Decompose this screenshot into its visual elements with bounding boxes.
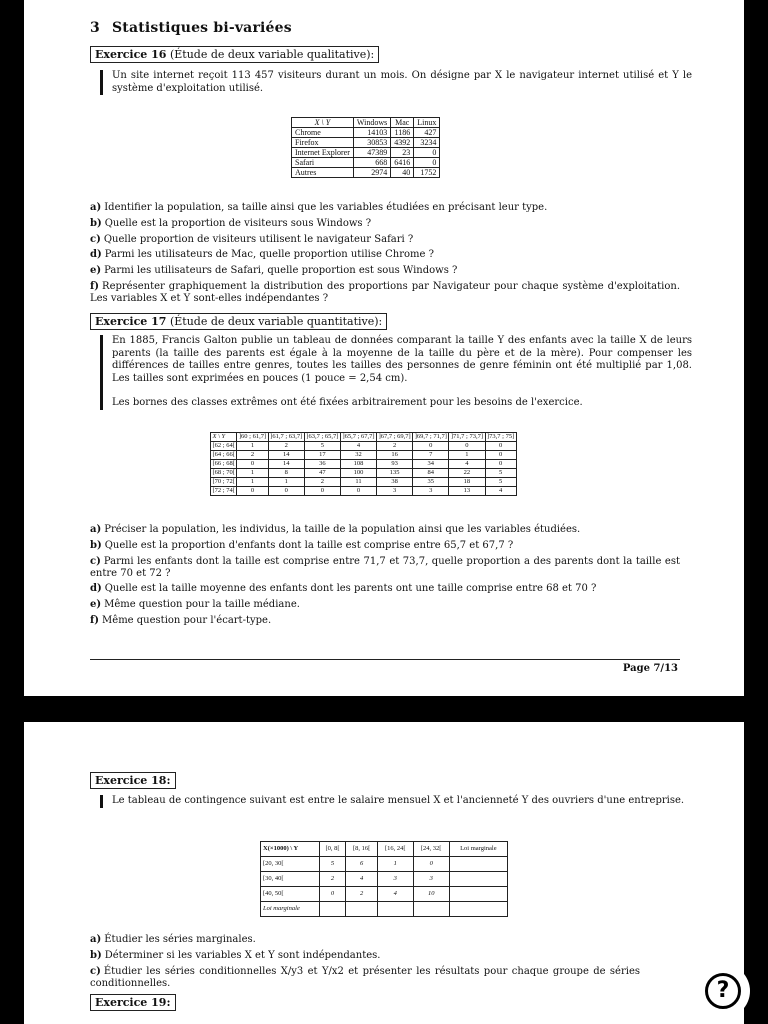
table-cell: ]73,7 ; 75]: [487, 433, 515, 440]
question-b: b) Quelle est la proportion de visiteurs sous Windows ?: [90, 217, 372, 229]
table-cell: [16, 24[: [377, 842, 413, 857]
table-cell: 10: [413, 887, 449, 902]
table-cell: X \ Y: [211, 433, 237, 442]
exercise-16-table: [291, 117, 440, 178]
table-cell: 17: [304, 451, 340, 460]
table-cell: 47: [304, 469, 340, 478]
table-cell: 5: [319, 857, 346, 872]
table-cell: 14103: [353, 128, 390, 138]
table-cell: 100: [340, 469, 376, 478]
table-cell: 0: [414, 148, 440, 158]
table-cell: 0: [237, 460, 268, 469]
table-cell: 18: [449, 478, 485, 487]
table-cell: 4: [377, 887, 413, 902]
question-e: e) Même question pour la taille médiane.: [90, 599, 300, 611]
table-row: [292, 128, 440, 138]
table-row: [261, 872, 508, 887]
table-cell: Chrome: [292, 128, 354, 138]
table-cell: 8: [268, 469, 304, 478]
table-cell: [68 ; 70[: [212, 469, 235, 476]
page-number: Page 7/13: [622, 663, 678, 674]
table-cell: 36: [304, 460, 340, 469]
table-cell: 4392: [391, 138, 414, 148]
table-cell: [64 ; 66[: [212, 451, 235, 458]
table-cell: 2: [268, 442, 304, 451]
table-row: [211, 460, 517, 469]
table-cell: 0: [319, 887, 346, 902]
table-cell: Safari: [292, 158, 354, 168]
exercise-17-header: Exercice 17 (Étude de deux variable quantitative):: [90, 313, 387, 330]
question-b: b) Déterminer si les variables X et Y sont indépendantes.: [90, 949, 381, 961]
question-c: c) Étudier les séries conditionnelles X/y3 et Y/x2 et présenter les résultats pour chaque groupe de séries conditionnelles.: [90, 965, 640, 989]
question-c: c) Parmi les enfants dont la taille est comprise entre 71,7 et 73,7, quelle proportion a des parents dont la taille est entre 70 et 72 ?: [90, 555, 680, 579]
exercise-16-header: Exercice 16 (Étude de deux variable qualitative):: [90, 46, 379, 63]
table-cell: Autres: [292, 168, 354, 178]
table-cell: 7: [413, 451, 449, 460]
table-cell: 0: [485, 442, 516, 451]
table-cell: 1186: [391, 128, 414, 138]
table-cell: [319, 902, 346, 917]
table-cell: [449, 857, 507, 872]
table-cell: 0: [304, 487, 340, 496]
table-cell: 1: [268, 478, 304, 487]
exercise-17-table: [210, 432, 517, 496]
question-f: f) Représenter graphiquement la distribution des proportions par Navigateur pour chaque système d'exploitation. Les variables X et Y sont-elles indépendantes ?: [90, 280, 680, 304]
footer-divider: [90, 659, 680, 660]
table-cell: X \ Y: [292, 118, 354, 128]
table-cell: Linux: [414, 118, 440, 128]
table-cell: 3234: [414, 138, 440, 148]
question-a: a) Préciser la population, les individus, la taille de la population ainsi que les variables étudiées.: [90, 524, 581, 535]
table-row: [211, 478, 517, 487]
exercise-19-header: Exercice 19:: [90, 994, 176, 1011]
table-cell: ]61,7 ; 63,7]: [270, 433, 303, 440]
table-cell: ]63,7 ; 65,7]: [306, 433, 339, 440]
question-a: a) Étudier les séries marginales.: [90, 934, 256, 945]
table-cell: 6: [346, 857, 377, 872]
exercise-17-intro: En 1885, Francis Galton publie un tableau de données comparant la taille Y des enfants avec la taille X de leurs parents (la taille des parents est égale à la moyenne de la taille du père et de la mère). Pour compenser les différences de tailles entre genres, toutes les tailles des personnes de genre féminin ont été multiplié par 1,08. Les tailles sont exprimées en pouces (1 pouce = 2,54 cm). Les bornes des classes extrêmes ont été fixées arbitrairement pour les besoins de l'exercice.: [100, 335, 692, 410]
table-cell: X(×1000) \ Y: [261, 842, 320, 857]
table-row: [211, 451, 517, 460]
table-cell: [449, 887, 507, 902]
table-cell: Mac: [391, 118, 414, 128]
table-row: [292, 138, 440, 148]
table-cell: 3: [413, 487, 449, 496]
table-cell: Firefox: [292, 138, 354, 148]
table-cell: ]60 ; 61,7]: [238, 433, 267, 440]
table-cell: [8, 16[: [346, 842, 377, 857]
table-cell: 4: [485, 487, 516, 496]
table-cell: 34: [413, 460, 449, 469]
table-cell: 135: [377, 469, 413, 478]
table-cell: 11: [340, 478, 376, 487]
exercise-18-header: Exercice 18:: [90, 772, 176, 789]
question-circle-icon: ?: [705, 973, 741, 1009]
table-cell: Windows: [353, 118, 390, 128]
table-cell: 0: [485, 460, 516, 469]
table-cell: [346, 902, 377, 917]
table-row: [292, 158, 440, 168]
table-cell: 14: [268, 460, 304, 469]
table-cell: [66 ; 68[: [212, 460, 235, 467]
table-cell: 4: [340, 442, 376, 451]
table-cell: 2974: [353, 168, 390, 178]
table-cell: 108: [340, 460, 376, 469]
table-cell: 40: [391, 168, 414, 178]
table-cell: 23: [391, 148, 414, 158]
table-cell: [377, 902, 413, 917]
table-cell: [40, 50[: [261, 887, 320, 902]
table-cell: [449, 902, 507, 917]
table-cell: [20, 30[: [261, 857, 320, 872]
table-cell: [0, 8[: [319, 842, 346, 857]
table-cell: [70 ; 72[: [212, 478, 235, 485]
table-row: [261, 887, 508, 902]
table-cell: 5: [485, 478, 516, 487]
question-d: d) Quelle est la taille moyenne des enfants dont les parents ont une taille comprise entre 68 et 70 ?: [90, 583, 597, 595]
table-row: [292, 148, 440, 158]
table-cell: [72 ; 74[: [212, 487, 235, 494]
question-f: f) Même question pour l'écart-type.: [90, 614, 272, 626]
table-row: [292, 168, 440, 178]
exercise-18-questions: [90, 934, 680, 993]
table-cell: [30, 40[: [261, 872, 320, 887]
table-cell: 13: [449, 487, 485, 496]
table-cell: 0: [413, 857, 449, 872]
table-cell: 668: [353, 158, 390, 168]
exercise-17-questions: [90, 524, 680, 631]
table-cell: 6416: [391, 158, 414, 168]
table-cell: 14: [268, 451, 304, 460]
table-cell: 3: [413, 872, 449, 887]
question-e: e) Parmi les utilisateurs de Safari, quelle proportion est sous Windows ?: [90, 265, 458, 277]
table-cell: 0: [237, 487, 268, 496]
table-cell: 38: [377, 478, 413, 487]
document-page-8: [24, 722, 744, 1024]
table-cell: 4: [346, 872, 377, 887]
table-cell: 16: [377, 451, 413, 460]
table-cell: 3: [377, 487, 413, 496]
table-cell: 427: [414, 128, 440, 138]
table-cell: 5: [485, 469, 516, 478]
table-cell: [449, 872, 507, 887]
table-cell: ]69,7 ; 71,7]: [414, 433, 447, 440]
table-cell: 32: [340, 451, 376, 460]
table-cell: [24, 32[: [413, 842, 449, 857]
table-cell: 1: [449, 451, 485, 460]
table-cell: 84: [413, 469, 449, 478]
question-d: d) Parmi les utilisateurs de Mac, quelle proportion utilise Chrome ?: [90, 249, 434, 261]
table-cell: Internet Explorer: [292, 148, 354, 158]
question-a: a) Identifier la population, sa taille ainsi que les variables étudiées en précisant leur type.: [90, 202, 548, 213]
table-cell: 2: [319, 872, 346, 887]
exercise-16-intro: Un site internet reçoit 113 457 visiteurs durant un mois. On désigne par X le navigateur internet utilisé et Y le système d'exploitation utilisé.: [100, 70, 692, 95]
table-cell: 3: [377, 872, 413, 887]
exercise-16-questions: [90, 202, 680, 309]
table-cell: ]67,7 ; 69,7]: [378, 433, 411, 440]
question-c: c) Quelle proportion de visiteurs utilisent le navigateur Safari ?: [90, 233, 414, 245]
table-cell: 0: [268, 487, 304, 496]
table-cell: Loi marginale: [261, 902, 320, 917]
table-cell: 2: [346, 887, 377, 902]
table-cell: 5: [304, 442, 340, 451]
table-row: [211, 442, 517, 451]
table-cell: 0: [414, 158, 440, 168]
table-cell: 22: [449, 469, 485, 478]
table-cell: ]71,7 ; 73,7]: [450, 433, 483, 440]
document-page-7: [24, 0, 744, 696]
table-cell: ]65,7 ; 67,7]: [342, 433, 375, 440]
table-cell: Loi marginale: [449, 842, 507, 857]
table-cell: 1752: [414, 168, 440, 178]
table-cell: 2: [237, 451, 268, 460]
table-cell: 4: [449, 460, 485, 469]
table-cell: 2: [304, 478, 340, 487]
table-cell: 1: [237, 469, 268, 478]
table-cell: 1: [237, 478, 268, 487]
help-button[interactable]: [696, 964, 750, 1018]
table-row: [211, 487, 517, 496]
table-row: [261, 857, 508, 872]
exercise-18-table: [260, 841, 508, 917]
table-cell: [413, 902, 449, 917]
table-cell: 0: [340, 487, 376, 496]
table-cell: 2: [377, 442, 413, 451]
table-cell: 1: [377, 857, 413, 872]
table-cell: 0: [485, 451, 516, 460]
table-cell: 35: [413, 478, 449, 487]
table-cell: 1: [237, 442, 268, 451]
table-cell: 47389: [353, 148, 390, 158]
table-cell: 93: [377, 460, 413, 469]
table-cell: [62 ; 64[: [212, 442, 235, 449]
question-b: b) Quelle est la proportion d'enfants dont la taille est comprise entre 65,7 et 67,7 ?: [90, 539, 514, 551]
table-cell: 0: [449, 442, 485, 451]
section-title: 3 Statistiques bi-variées: [90, 20, 292, 36]
table-row: [261, 902, 508, 917]
exercise-18-intro: Le tableau de contingence suivant est entre le salaire mensuel X et l'ancienneté Y des ouvriers d'une entreprise.: [100, 795, 692, 808]
table-row: [211, 469, 517, 478]
table-cell: 0: [413, 442, 449, 451]
table-cell: 30853: [353, 138, 390, 148]
